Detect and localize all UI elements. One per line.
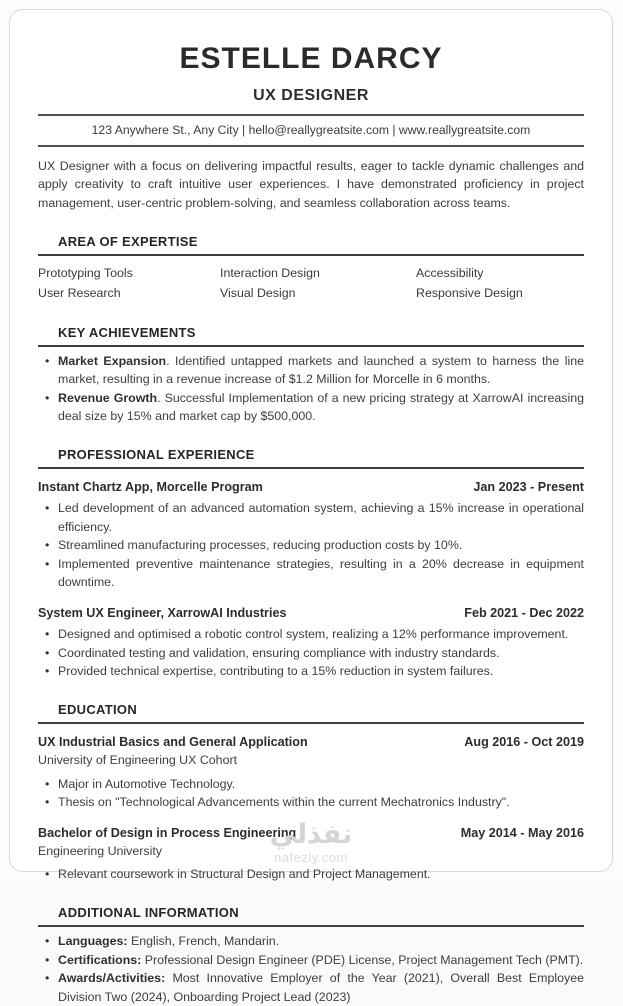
- expertise-item: Interaction Design: [220, 266, 320, 281]
- section-heading-experience: PROFESSIONAL EXPERIENCE: [58, 447, 255, 463]
- additional-item: [38, 969, 584, 1006]
- watermark-arabic-logo: نفذلي: [269, 819, 353, 849]
- expertise-item: Responsive Design: [416, 286, 523, 300]
- job-bullet-list: [38, 625, 584, 681]
- summary-paragraph: UX Designer with a focus on delivering impactful results, eager to tackle dynamic challenges and apply creativity to craft intuitive user experiences. I have demonstrated proficiency in project management, user-centric problem-solving, and seamless collaboration across teams.: [38, 158, 584, 211]
- expertise-grid: [38, 264, 584, 303]
- section-heading-expertise: AREA OF EXPERTISE: [58, 234, 198, 250]
- achievements-list: [38, 352, 584, 426]
- bullet-item: • Coordinated testing and validation, ensuring compliance with industry standards.: [38, 644, 584, 663]
- additional-list: [38, 932, 584, 1006]
- education-bullet-list: [38, 865, 584, 884]
- expertise-item: Prototyping Tools: [38, 266, 133, 281]
- achievement-text: . Successful Implementation of a new pricing strategy at XarrowAI increasing deal size by 15% and market cap by $500,000.: [58, 390, 584, 424]
- job-entry: [38, 606, 584, 681]
- expertise-column: [220, 264, 416, 303]
- education-entry-header: [38, 826, 584, 840]
- additional-text: Professional Design Engineer (PDE) License, Project Management Tech (PMT).: [141, 952, 584, 967]
- job-bullet-list: [38, 499, 584, 592]
- job-entry-header: [38, 606, 584, 620]
- achievement-text: . Identified untapped markets and launched a system to harness the line market, resulting in a revenue increase of $1.2 Million for Morcelle in 6 months.: [58, 353, 584, 387]
- degree-title: UX Industrial Basics and General Application: [38, 734, 308, 749]
- job-title: Instant Chartz App, Morcelle Program: [38, 480, 263, 495]
- job-title: System UX Engineer, XarrowAI Industries: [38, 606, 287, 621]
- expertise-item: Visual Design: [220, 286, 296, 300]
- bullet-item: • Designed and optimised a robotic control system, realizing a 12% performance improvement.: [38, 625, 584, 644]
- bullet-item: • Streamlined manufacturing processes, reducing production costs by 10%.: [38, 536, 584, 555]
- section-rule-expertise: [38, 254, 584, 256]
- education-entry: [38, 826, 584, 884]
- additional-item: [38, 951, 584, 970]
- achievement-lead: Market Expansion: [58, 353, 167, 368]
- education-entry: [38, 735, 584, 812]
- section-heading-additional: ADDITIONAL INFORMATION: [58, 904, 239, 920]
- bullet-item: • Thesis on "Technological Advancements within the current Mechatronics Industry".: [38, 793, 584, 812]
- job-entry: [38, 480, 584, 592]
- achievement-lead: Revenue Growth: [58, 390, 158, 405]
- section-additional: [38, 905, 584, 1006]
- education-entry-header: [38, 735, 584, 749]
- watermark-domain: nafezly.com: [274, 850, 348, 865]
- role-subtitle: UX DESIGNER: [253, 86, 369, 104]
- expertise-column: [416, 264, 584, 303]
- additional-lead: Awards/Activities:: [58, 971, 166, 986]
- job-entry-header: [38, 480, 584, 494]
- achievement-item: [38, 389, 584, 426]
- institution-name: University of Engineering UX Cohort: [38, 752, 238, 767]
- achievement-item: [38, 352, 584, 389]
- bullet-item: • Provided technical expertise, contributing to a 15% reduction in system failures.: [38, 662, 584, 681]
- section-education: [38, 702, 584, 884]
- bullet-item: • Led development of an advanced automation system, achieving a 15% increase in operational efficiency.: [38, 499, 584, 536]
- additional-text: English, French, Mandarin.: [127, 933, 280, 948]
- resume-page: [9, 9, 613, 1004]
- additional-lead: Languages:: [58, 933, 128, 948]
- institution-name: Engineering University: [38, 843, 162, 858]
- expertise-column: [38, 264, 220, 303]
- section-rule-achievements: [38, 345, 584, 347]
- bullet-item: • Implemented preventive maintenance strategies, resulting in a 20% decrease in equipment downtime.: [38, 555, 584, 592]
- education-dates: Aug 2016 - Oct 2019: [464, 734, 584, 749]
- job-dates: Jan 2023 - Present: [473, 480, 584, 495]
- additional-item: [38, 932, 584, 951]
- expertise-item: User Research: [38, 286, 121, 300]
- section-heading-education: EDUCATION: [58, 701, 138, 717]
- job-dates: Feb 2021 - Dec 2022: [464, 606, 584, 621]
- section-rule-experience: [38, 467, 584, 469]
- education-bullet-list: [38, 775, 584, 812]
- section-expertise: [38, 234, 584, 303]
- section-achievements: [38, 325, 584, 426]
- degree-title: Bachelor of Design in Process Engineering: [38, 825, 297, 840]
- contact-line: 123 Anywhere St., Any City | hello@reallygreatsite.com | www.reallygreatsite.com: [91, 122, 531, 137]
- section-rule-education: [38, 722, 584, 724]
- bullet-item: • Major in Automotive Technology.: [38, 775, 584, 794]
- section-experience: [38, 447, 584, 681]
- bullet-item: • Relevant coursework in Structural Design and Project Management.: [38, 865, 584, 884]
- additional-text: Most Innovative Employer of the Year (2021), Overall Best Employee Division Two (2024), Onboarding Project Lead (2023): [58, 971, 584, 1004]
- section-rule-additional: [38, 925, 584, 927]
- section-heading-achievements: KEY ACHIEVEMENTS: [58, 324, 196, 340]
- page-title: ESTELLE DARCY: [179, 42, 443, 75]
- expertise-item: Accessibility: [416, 266, 484, 281]
- education-dates: May 2014 - May 2016: [460, 825, 584, 840]
- additional-lead: Certifications:: [58, 952, 142, 967]
- header-divider-bottom: [38, 145, 584, 147]
